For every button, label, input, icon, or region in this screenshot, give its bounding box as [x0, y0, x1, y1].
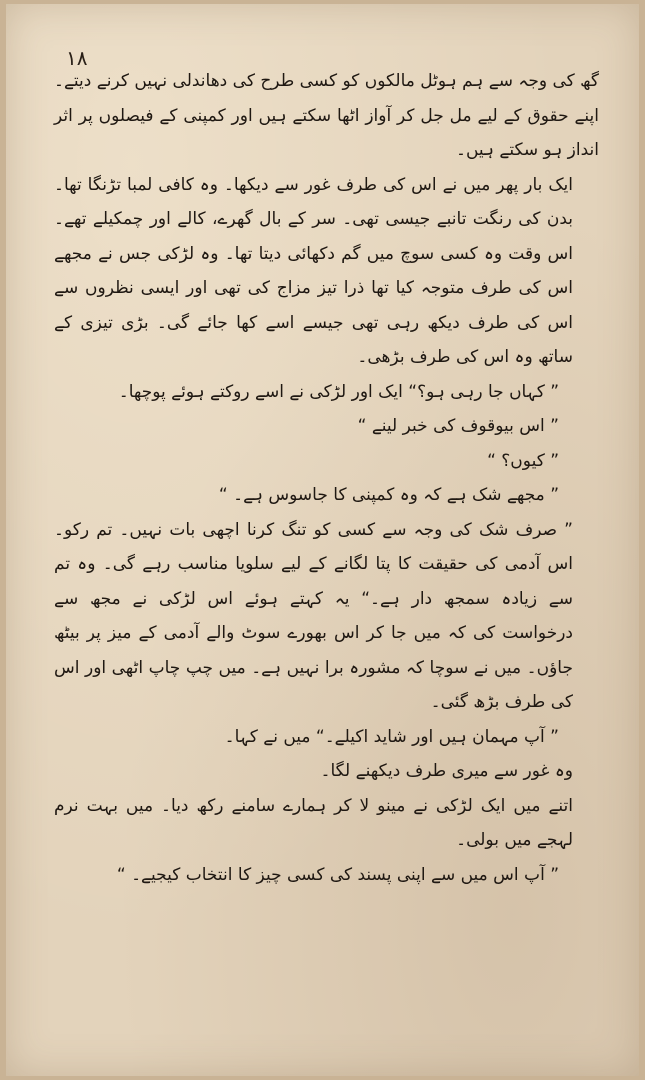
book-page [6, 4, 639, 1076]
paragraph: اتنے میں ایک لڑکی نے مینو لا کر ہمارے سامنے رکھ دیا۔ میں بہت نرم لہجے میں بولی۔ [54, 795, 573, 850]
dialogue-line: ” آپ مہمان ہیں اور شاید اکیلے۔“ میں نے کہا۔ [224, 726, 559, 747]
dialogue-line: ” اس بیوقوف کی خبر لینے “ [357, 416, 559, 436]
dialogue-line: ” مجھے شک ہے کہ وہ کمپنی کا جاسوس ہے۔ “ [218, 485, 559, 505]
dialogue-line: ” کیوں؟ “ [487, 450, 559, 471]
dialogue-line: ” کہاں جا رہی ہو؟“ ایک اور لڑکی نے اسے روکتے ہوئے پوچھا۔ [118, 381, 559, 402]
paragraph: ” صرف شک کی وجہ سے کسی کو تنگ کرنا اچھی بات نہیں۔ تم رکو۔ اس آدمی کی حقیقت کا پتا لگانے کے لیے سلویا مناسب رہے گی۔ وہ تم سے زیادہ سمجھ دار ہے۔“ یہ کہتے ہوئے اس لڑکی نے مجھ سے درخواست کی کہ میں جا کر اس بھورے سوٹ والے آدمی کے میز پر بیٹھ جاؤں۔ میں نے سوچا کہ مشورہ برا نہیں ہے۔ میں چپ چاپ اٹھی اور اس کی طرف بڑھ گئی۔ [54, 519, 573, 712]
dialogue-line: ” آپ اس میں سے اپنی پسند کی کسی چیز کا انتخاب کیجیے۔ “ [116, 864, 559, 885]
paragraph: وہ غور سے میری طرف دیکھنے لگا۔ [320, 761, 573, 781]
paragraph: ایک بار پھر میں نے اس کی طرف غور سے دیکھا۔ وہ کافی لمبا تڑنگا تھا۔ بدن کی رنگت تانبے جیسی تھی۔ سر کے بال گھرے، کالے اور چمکیلے تھے۔ اس وقت وہ کسی سوچ میں گم دکھائی دیتا تھا۔ وہ لڑکی جس نے مجھے اس کی طرف متوجہ کیا تھا ذرا تیز مزاج کی تھی اور ایسی نظروں سے اس کی طرف دیکھ رہی تھی جیسے اسے کھا جائے گی۔ بڑی تیزی کے ساتھ وہ اس کی طرف بڑھی۔ [54, 174, 573, 367]
page-text [54, 64, 599, 892]
paragraph: گھ کی وجہ سے ہم ہوٹل مالکوں کو کسی طرح کی دھاندلی نہیں کرنے دیتے۔ اپنے حقوق کے لیے مل جل کر آواز اٹھا سکتے ہیں اور کمپنی کے فیصلوں پر اثر انداز ہو سکتے ہیں۔ [54, 71, 599, 160]
page-number: ۱۸ [66, 46, 88, 70]
